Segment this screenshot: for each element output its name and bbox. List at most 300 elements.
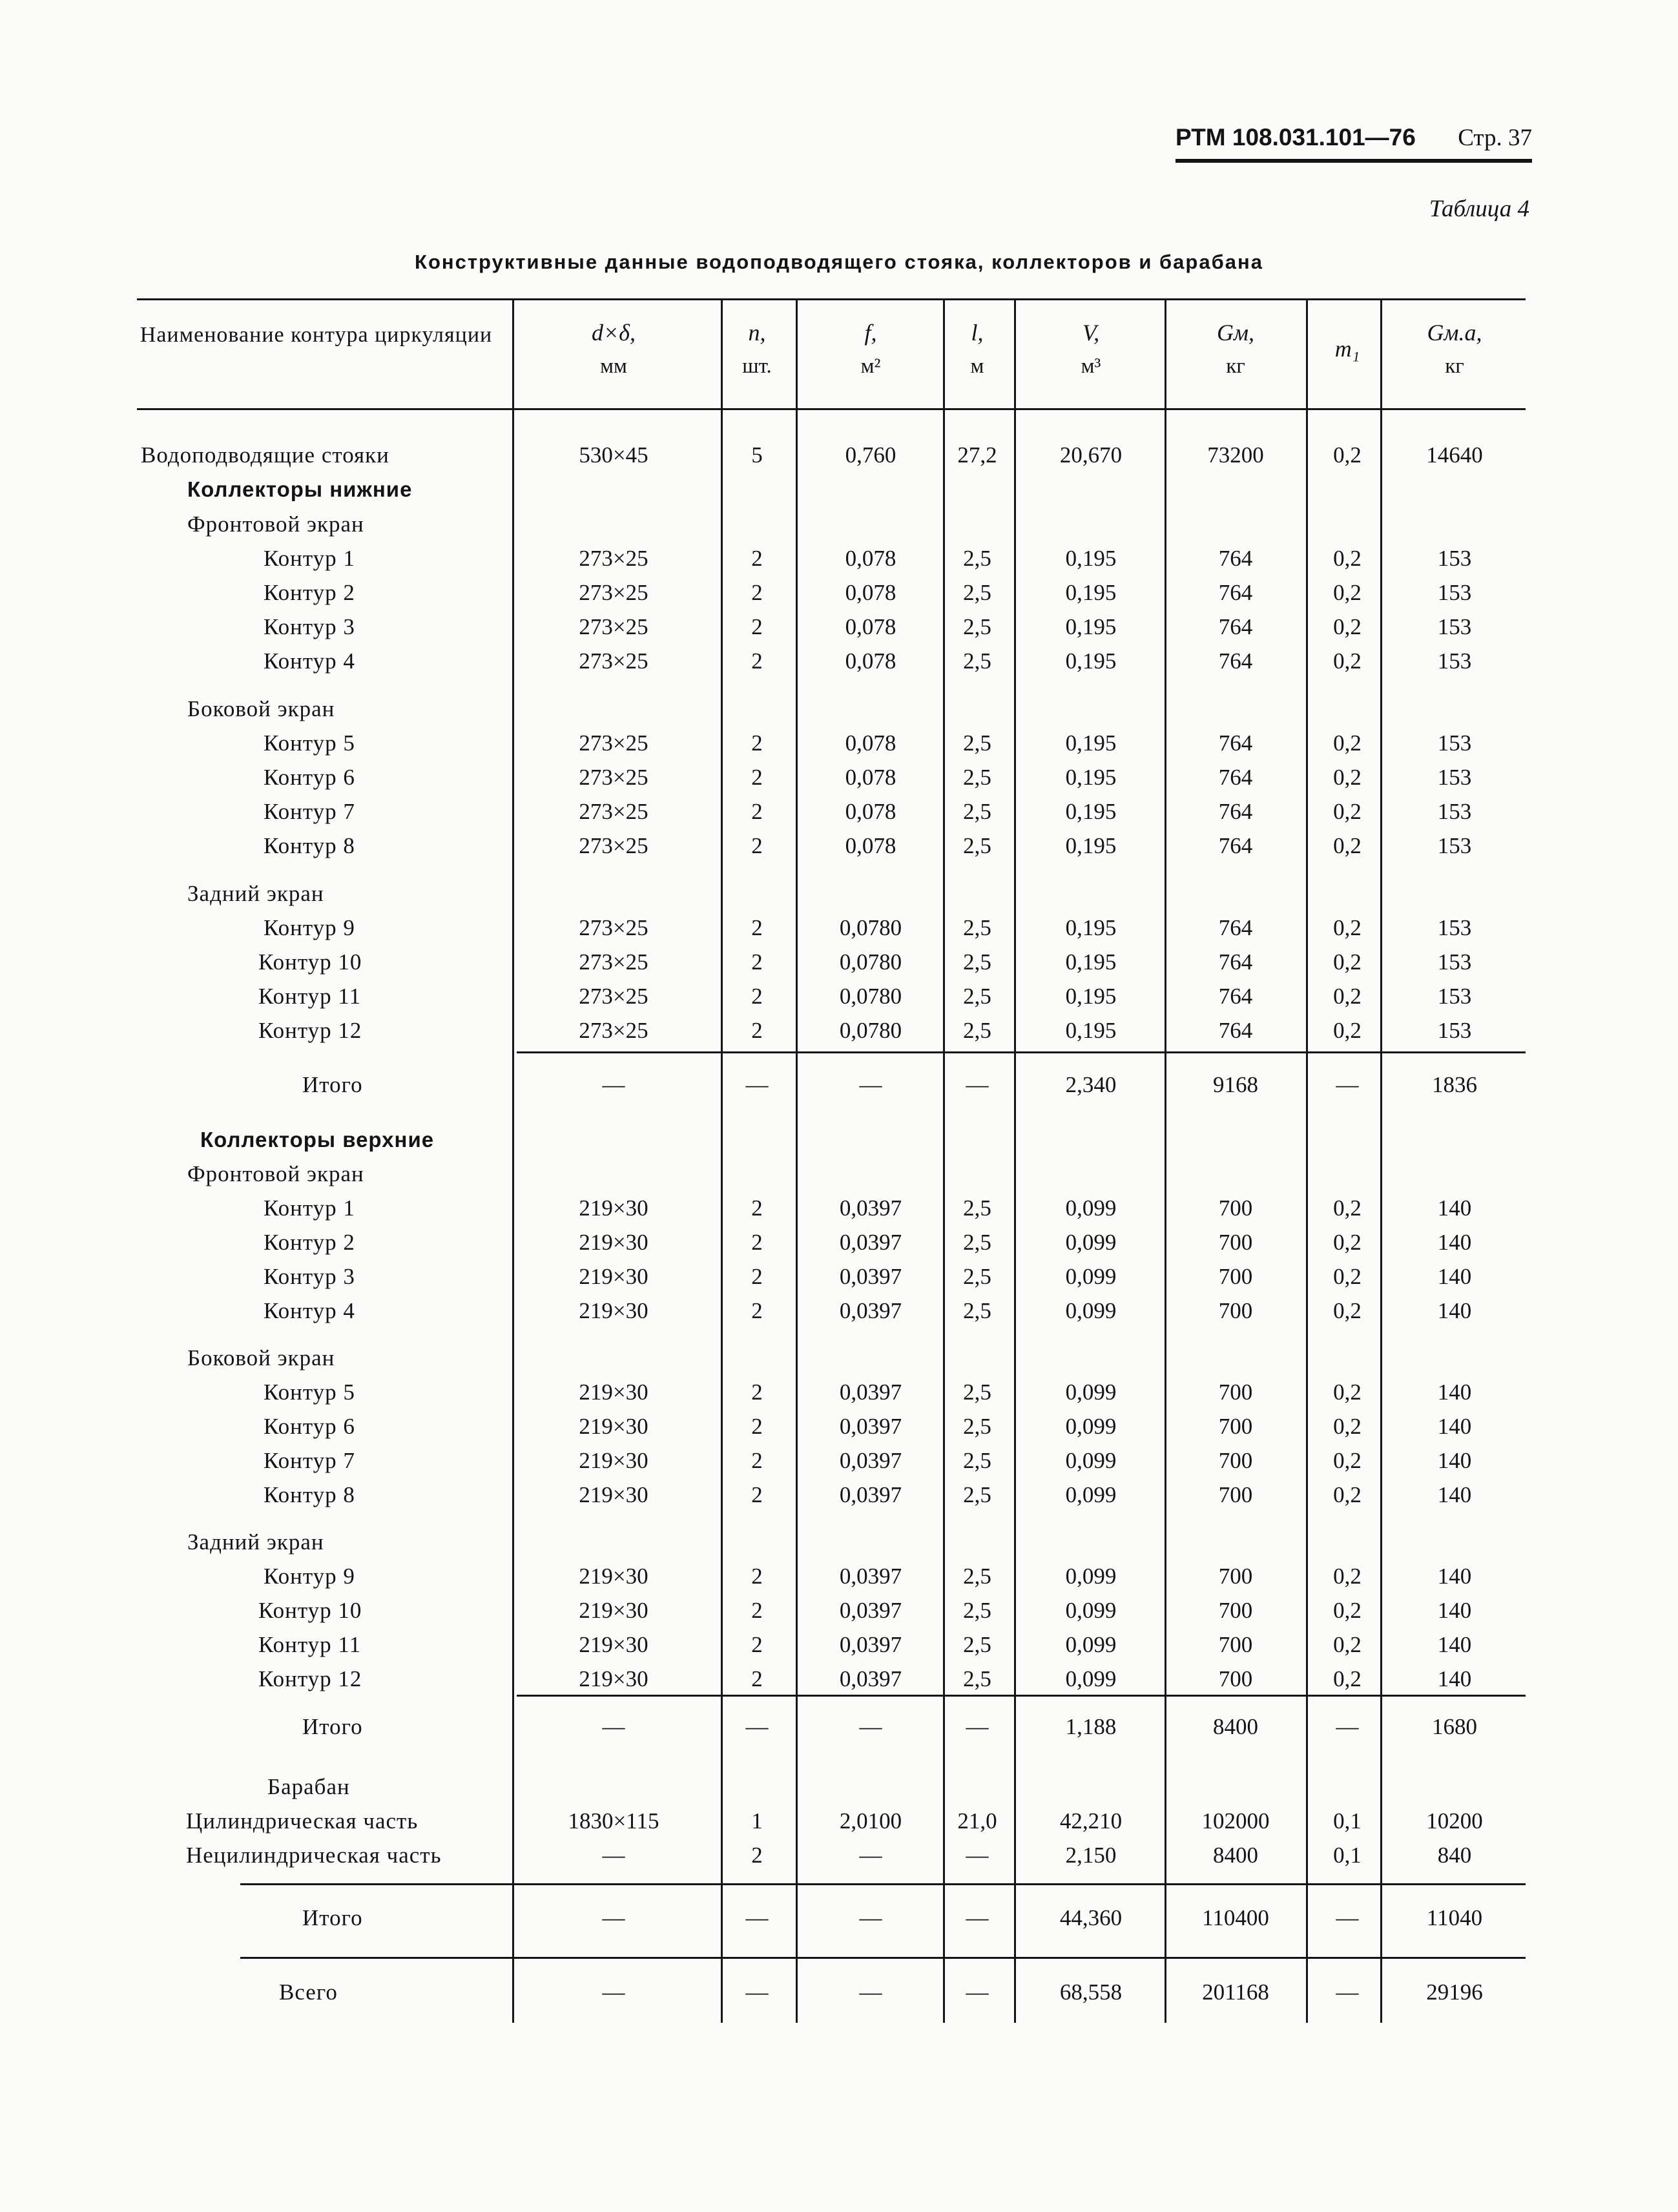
cell-d: 1830×115 xyxy=(568,1808,659,1834)
cell-d: 273×25 xyxy=(579,614,648,639)
cell-m1: 0,2 xyxy=(1333,1018,1362,1043)
row-name: Контур 2 xyxy=(264,1230,355,1255)
cell-m1: — xyxy=(1336,1072,1359,1097)
cell-gm: 764 xyxy=(1218,949,1253,975)
cell-m1: 0,2 xyxy=(1333,1264,1362,1289)
cell-d: 219×30 xyxy=(579,1482,648,1507)
cell-d: — xyxy=(602,1979,625,2005)
cell-gma: 153 xyxy=(1437,730,1472,756)
cell-n: 2 xyxy=(751,1264,763,1289)
cell-d: 273×25 xyxy=(579,580,648,605)
cell-gm: 700 xyxy=(1218,1448,1253,1473)
col-divider xyxy=(1306,298,1308,2023)
cell-v: 0,195 xyxy=(1065,648,1117,674)
cell-n: 2 xyxy=(751,1598,763,1623)
cell-d: 219×30 xyxy=(579,1666,648,1691)
cell-d: 219×30 xyxy=(579,1632,648,1657)
cell-n: 2 xyxy=(751,984,763,1009)
cell-l: 21,0 xyxy=(957,1808,997,1834)
cell-gm: 8400 xyxy=(1213,1843,1258,1868)
cell-v: 0,195 xyxy=(1065,614,1117,639)
cell-n: 2 xyxy=(751,799,763,824)
cell-d: 273×25 xyxy=(579,546,648,571)
cell-l: 2,5 xyxy=(963,1380,991,1405)
row-name: Фронтовой экран xyxy=(187,512,364,537)
cell-m1: 0,2 xyxy=(1333,648,1362,674)
cell-m1: 0,2 xyxy=(1333,1564,1362,1589)
cell-n: — xyxy=(745,1979,769,2005)
row-name: Контур 12 xyxy=(258,1666,362,1691)
cell-d: 273×25 xyxy=(579,730,648,756)
cell-l: 2,5 xyxy=(963,1018,991,1043)
cell-v: 0,195 xyxy=(1065,546,1117,571)
cell-f: 0,0397 xyxy=(839,1195,902,1221)
cell-v: 0,195 xyxy=(1065,799,1117,824)
cell-d: 273×25 xyxy=(579,949,648,975)
cell-n: 2 xyxy=(751,949,763,975)
col-header-f: f, м² xyxy=(860,320,881,378)
cell-l: 2,5 xyxy=(963,580,991,605)
cell-gm: 764 xyxy=(1218,915,1253,940)
row-name: Нецилиндрическая часть xyxy=(186,1843,442,1868)
subtotal-rule-1 xyxy=(517,1051,1526,1053)
cell-l: 2,5 xyxy=(963,1414,991,1439)
cell-f: — xyxy=(859,1843,882,1868)
row-name: Водоподводящие стояки xyxy=(141,442,389,468)
cell-l: 27,2 xyxy=(957,442,997,468)
cell-gm: 764 xyxy=(1218,984,1253,1009)
subtotal-rule-3 xyxy=(240,1883,1526,1885)
cell-v: 0,195 xyxy=(1065,765,1117,790)
cell-m1: 0,2 xyxy=(1333,580,1362,605)
header-bottom-rule xyxy=(137,408,1526,410)
cell-m1: 0,2 xyxy=(1333,1230,1362,1255)
table-label: Таблица 4 xyxy=(1429,196,1529,222)
row-name: Боковой экран xyxy=(187,1345,335,1370)
cell-gma: 140 xyxy=(1437,1414,1472,1439)
cell-n: 2 xyxy=(751,614,763,639)
cell-d: 219×30 xyxy=(579,1564,648,1589)
cell-f: 0,0397 xyxy=(839,1482,902,1507)
cell-gma: 153 xyxy=(1437,949,1472,975)
cell-f: 0,760 xyxy=(845,442,896,468)
cell-n: 2 xyxy=(751,1448,763,1473)
cell-f: 0,0397 xyxy=(839,1564,902,1589)
cell-gma: 153 xyxy=(1437,915,1472,940)
cell-f: 0,0397 xyxy=(839,1380,902,1405)
cell-d: — xyxy=(602,1905,625,1930)
cell-m1: 0,2 xyxy=(1333,765,1362,790)
cell-v: 0,195 xyxy=(1065,984,1117,1009)
cell-m1: 0,2 xyxy=(1333,799,1362,824)
cell-gma: 140 xyxy=(1437,1632,1472,1657)
cell-f: — xyxy=(859,1979,882,2005)
cell-d: 273×25 xyxy=(579,833,648,858)
cell-f: 0,078 xyxy=(845,614,896,639)
cell-f: 0,0397 xyxy=(839,1264,902,1289)
cell-f: 0,078 xyxy=(845,799,896,824)
row-name: Контур 6 xyxy=(264,1414,355,1439)
cell-n: 2 xyxy=(751,730,763,756)
cell-l: 2,5 xyxy=(963,1230,991,1255)
cell-m1: 0,2 xyxy=(1333,1598,1362,1623)
cell-m1: 0,2 xyxy=(1333,915,1362,940)
cell-v: 0,099 xyxy=(1065,1632,1117,1657)
cell-l: — xyxy=(966,1843,989,1868)
cell-n: 5 xyxy=(751,442,763,468)
row-name: Контур 11 xyxy=(258,984,362,1009)
row-name: Контур 7 xyxy=(264,1448,355,1473)
cell-gm: 700 xyxy=(1218,1264,1253,1289)
cell-n: 2 xyxy=(751,1482,763,1507)
cell-m1: 0,1 xyxy=(1333,1808,1362,1834)
cell-l: 2,5 xyxy=(963,1598,991,1623)
cell-f: 0,078 xyxy=(845,765,896,790)
cell-l: 2,5 xyxy=(963,1448,991,1473)
cell-d: 219×30 xyxy=(579,1414,648,1439)
row-name: Коллекторы нижние xyxy=(187,477,413,501)
col-header-m1: m₁ xyxy=(1334,336,1360,362)
row-name: Итого xyxy=(302,1905,363,1930)
cell-d: 219×30 xyxy=(579,1448,648,1473)
row-name: Итого xyxy=(302,1072,363,1097)
cell-gma: 14640 xyxy=(1426,442,1483,468)
cell-d: 273×25 xyxy=(579,984,648,1009)
row-name: Контур 8 xyxy=(264,833,355,858)
row-name: Барабан xyxy=(267,1774,350,1799)
cell-n: — xyxy=(745,1714,769,1739)
cell-n: 2 xyxy=(751,1380,763,1405)
cell-d: 273×25 xyxy=(579,799,648,824)
row-name: Контур 5 xyxy=(264,730,355,756)
cell-l: 2,5 xyxy=(963,1632,991,1657)
cell-n: 2 xyxy=(751,580,763,605)
cell-f: 0,078 xyxy=(845,648,896,674)
col-divider xyxy=(721,298,723,2023)
cell-d: 219×30 xyxy=(579,1380,648,1405)
cell-gm: 764 xyxy=(1218,765,1253,790)
cell-f: 0,0397 xyxy=(839,1414,902,1439)
cell-m1: 0,2 xyxy=(1333,1414,1362,1439)
cell-d: 273×25 xyxy=(579,1018,648,1043)
cell-gma: 153 xyxy=(1437,614,1472,639)
cell-v: 0,195 xyxy=(1065,730,1117,756)
cell-v: 0,195 xyxy=(1065,915,1117,940)
cell-f: 0,0397 xyxy=(839,1298,902,1323)
cell-n: 2 xyxy=(751,1666,763,1691)
cell-n: 2 xyxy=(751,546,763,571)
cell-f: 0,078 xyxy=(845,580,896,605)
row-name: Контур 4 xyxy=(264,648,355,674)
row-name: Задний экран xyxy=(187,881,324,906)
cell-l: 2,5 xyxy=(963,833,991,858)
cell-gm: 764 xyxy=(1218,730,1253,756)
cell-d: 219×30 xyxy=(579,1298,648,1323)
cell-n: 2 xyxy=(751,765,763,790)
cell-l: — xyxy=(966,1072,989,1097)
cell-m1: 0,2 xyxy=(1333,1482,1362,1507)
cell-m1: — xyxy=(1336,1979,1359,2005)
cell-n: 2 xyxy=(751,648,763,674)
col-divider xyxy=(1014,298,1016,2023)
cell-m1: — xyxy=(1336,1714,1359,1739)
cell-gma: 140 xyxy=(1437,1380,1472,1405)
cell-gm: 110400 xyxy=(1202,1905,1269,1930)
cell-f: 0,0780 xyxy=(839,915,902,940)
cell-gma: 140 xyxy=(1437,1598,1472,1623)
row-name: Контур 12 xyxy=(258,1018,362,1043)
cell-gm: 700 xyxy=(1218,1666,1253,1691)
cell-m1: 0,2 xyxy=(1333,984,1362,1009)
col-header-d: d×δ, мм xyxy=(591,320,636,378)
col-header-gm: Gм, кг xyxy=(1217,320,1254,378)
cell-gma: 11040 xyxy=(1426,1905,1483,1930)
col-header-n: n, шт. xyxy=(742,320,772,378)
row-name: Контур 2 xyxy=(264,580,355,605)
cell-gm: 700 xyxy=(1218,1380,1253,1405)
cell-d: 219×30 xyxy=(579,1230,648,1255)
row-name: Контур 9 xyxy=(264,1564,355,1589)
cell-gm: 102000 xyxy=(1201,1808,1270,1834)
cell-gma: 153 xyxy=(1437,799,1472,824)
cell-f: 0,078 xyxy=(845,546,896,571)
cell-gma: 1680 xyxy=(1432,1714,1477,1739)
cell-n: 2 xyxy=(751,1298,763,1323)
cell-v: 0,195 xyxy=(1065,833,1117,858)
cell-n: — xyxy=(745,1905,769,1930)
cell-gm: 700 xyxy=(1218,1632,1253,1657)
cell-gma: 140 xyxy=(1437,1666,1472,1691)
row-name: Коллекторы верхние xyxy=(200,1128,435,1152)
cell-f: 0,0397 xyxy=(839,1666,902,1691)
col-divider xyxy=(512,298,514,2023)
cell-v: 0,195 xyxy=(1065,949,1117,975)
cell-l: 2,5 xyxy=(963,1564,991,1589)
cell-v: 0,195 xyxy=(1065,1018,1117,1043)
cell-d: 219×30 xyxy=(579,1598,648,1623)
cell-v: 0,099 xyxy=(1065,1564,1117,1589)
cell-v: 0,099 xyxy=(1065,1380,1117,1405)
cell-v: 20,670 xyxy=(1059,442,1123,468)
cell-m1: 0,2 xyxy=(1333,1195,1362,1221)
cell-l: 2,5 xyxy=(963,730,991,756)
cell-v: 0,099 xyxy=(1065,1230,1117,1255)
cell-gm: 201168 xyxy=(1202,1979,1269,2005)
subtotal-rule-2 xyxy=(517,1695,1526,1697)
cell-gma: 140 xyxy=(1437,1264,1472,1289)
cell-gm: 764 xyxy=(1218,1018,1253,1043)
cell-m1: 0,2 xyxy=(1333,1448,1362,1473)
cell-m1: 0,2 xyxy=(1333,730,1362,756)
cell-gm: 700 xyxy=(1218,1482,1253,1507)
table-top-rule xyxy=(137,298,1526,300)
cell-m1: 0,2 xyxy=(1333,1666,1362,1691)
cell-l: 2,5 xyxy=(963,765,991,790)
cell-gm: 764 xyxy=(1218,580,1253,605)
cell-gma: 153 xyxy=(1437,648,1472,674)
cell-gma: 10200 xyxy=(1426,1808,1483,1834)
cell-l: 2,5 xyxy=(963,1195,991,1221)
row-name: Цилиндрическая часть xyxy=(186,1808,419,1834)
cell-l: — xyxy=(966,1979,989,2005)
cell-gm: 764 xyxy=(1218,546,1253,571)
cell-gm: 9168 xyxy=(1213,1072,1258,1097)
cell-m1: 0,1 xyxy=(1333,1843,1362,1868)
cell-d: — xyxy=(602,1843,625,1868)
cell-gma: 153 xyxy=(1437,984,1472,1009)
cell-v: 1,188 xyxy=(1065,1714,1117,1739)
col-divider xyxy=(1165,298,1166,2023)
page-number: Стр. 37 xyxy=(1458,125,1532,151)
cell-n: 2 xyxy=(751,1195,763,1221)
row-name: Итого xyxy=(302,1714,363,1739)
row-name: Контур 4 xyxy=(264,1298,355,1323)
cell-m1: 0,2 xyxy=(1333,1380,1362,1405)
cell-gma: 29196 xyxy=(1426,1979,1483,2005)
col-divider xyxy=(1380,298,1382,2023)
cell-d: 273×25 xyxy=(579,915,648,940)
cell-n: 2 xyxy=(751,1632,763,1657)
cell-f: 0,0397 xyxy=(839,1598,902,1623)
cell-v: 0,099 xyxy=(1065,1448,1117,1473)
cell-d: 273×25 xyxy=(579,765,648,790)
cell-gm: 764 xyxy=(1218,799,1253,824)
cell-f: 0,0780 xyxy=(839,1018,902,1043)
cell-gm: 764 xyxy=(1218,648,1253,674)
cell-gm: 73200 xyxy=(1207,442,1264,468)
cell-gm: 700 xyxy=(1218,1230,1253,1255)
row-name: Контур 6 xyxy=(264,765,355,790)
cell-gma: 140 xyxy=(1437,1298,1472,1323)
cell-m1: 0,2 xyxy=(1333,949,1362,975)
cell-gm: 764 xyxy=(1218,614,1253,639)
cell-v: 0,099 xyxy=(1065,1482,1117,1507)
cell-v: 2,150 xyxy=(1065,1843,1117,1868)
cell-f: 2,0100 xyxy=(839,1808,902,1834)
cell-d: — xyxy=(602,1072,625,1097)
col-header-l: l, м xyxy=(970,320,984,378)
table-title: Конструктивные данные водоподводящего стояка, коллекторов и барабана xyxy=(415,251,1263,273)
cell-f: 0,078 xyxy=(845,730,896,756)
cell-d: 219×30 xyxy=(579,1264,648,1289)
col-divider xyxy=(796,298,798,2023)
row-name: Контур 10 xyxy=(258,949,362,975)
cell-gma: 153 xyxy=(1437,580,1472,605)
row-name: Контур 11 xyxy=(258,1632,362,1657)
cell-n: 2 xyxy=(751,915,763,940)
cell-n: 2 xyxy=(751,1843,763,1868)
cell-l: 2,5 xyxy=(963,949,991,975)
cell-m1: 0,2 xyxy=(1333,546,1362,571)
col-divider xyxy=(943,298,945,2023)
cell-l: 2,5 xyxy=(963,1482,991,1507)
cell-l: — xyxy=(966,1905,989,1930)
cell-gma: 140 xyxy=(1437,1230,1472,1255)
cell-v: 2,340 xyxy=(1065,1072,1117,1097)
cell-v: 0,099 xyxy=(1065,1666,1117,1691)
cell-gm: 700 xyxy=(1218,1195,1253,1221)
cell-gma: 153 xyxy=(1437,1018,1472,1043)
cell-gm: 700 xyxy=(1218,1414,1253,1439)
cell-d: 219×30 xyxy=(579,1195,648,1221)
cell-f: 0,0397 xyxy=(839,1230,902,1255)
col-header-name: Наименование контура циркуляции xyxy=(140,323,493,347)
cell-gma: 140 xyxy=(1437,1448,1472,1473)
cell-f: 0,078 xyxy=(845,833,896,858)
cell-n: 2 xyxy=(751,833,763,858)
cell-gma: 840 xyxy=(1437,1843,1472,1868)
cell-gm: 700 xyxy=(1218,1598,1253,1623)
cell-v: 68,558 xyxy=(1059,1979,1123,2005)
cell-m1: 0,2 xyxy=(1333,1632,1362,1657)
cell-v: 0,099 xyxy=(1065,1264,1117,1289)
cell-l: 2,5 xyxy=(963,648,991,674)
row-name: Контур 10 xyxy=(258,1598,362,1623)
col-header-v: V, м³ xyxy=(1081,320,1101,378)
cell-gm: 700 xyxy=(1218,1298,1253,1323)
row-name: Задний экран xyxy=(187,1529,324,1555)
cell-f: — xyxy=(859,1072,882,1097)
cell-n: 2 xyxy=(751,1230,763,1255)
row-name: Контур 1 xyxy=(264,1195,355,1221)
cell-v: 0,099 xyxy=(1065,1298,1117,1323)
cell-gma: 153 xyxy=(1437,833,1472,858)
row-name: Контур 8 xyxy=(264,1482,355,1507)
cell-v: 0,099 xyxy=(1065,1195,1117,1221)
cell-gm: 700 xyxy=(1218,1564,1253,1589)
cell-gm: 764 xyxy=(1218,833,1253,858)
cell-v: 0,195 xyxy=(1065,580,1117,605)
cell-v: 0,099 xyxy=(1065,1414,1117,1439)
row-name: Контур 3 xyxy=(264,614,355,639)
cell-m1: 0,2 xyxy=(1333,442,1362,468)
row-name: Контур 7 xyxy=(264,799,355,824)
cell-l: 2,5 xyxy=(963,614,991,639)
cell-f: — xyxy=(859,1905,882,1930)
cell-f: 0,0780 xyxy=(839,949,902,975)
cell-v: 42,210 xyxy=(1059,1808,1123,1834)
col-header-gma: Gм.а, кг xyxy=(1427,320,1482,378)
cell-n: — xyxy=(745,1072,769,1097)
cell-m1: 0,2 xyxy=(1333,833,1362,858)
row-name: Контур 3 xyxy=(264,1264,355,1289)
cell-l: 2,5 xyxy=(963,1264,991,1289)
cell-gma: 1836 xyxy=(1432,1072,1477,1097)
cell-gma: 140 xyxy=(1437,1564,1472,1589)
cell-n: 1 xyxy=(751,1808,763,1834)
total-rule xyxy=(240,1957,1526,1959)
cell-gma: 140 xyxy=(1437,1195,1472,1221)
cell-d: — xyxy=(602,1714,625,1739)
cell-m1: 0,2 xyxy=(1333,1298,1362,1323)
cell-n: 2 xyxy=(751,1414,763,1439)
cell-n: 2 xyxy=(751,1018,763,1043)
cell-l: 2,5 xyxy=(963,984,991,1009)
cell-gma: 153 xyxy=(1437,765,1472,790)
row-name: Контур 9 xyxy=(264,915,355,940)
cell-d: 273×25 xyxy=(579,648,648,674)
row-name: Контур 5 xyxy=(264,1380,355,1405)
cell-m1: 0,2 xyxy=(1333,614,1362,639)
cell-gma: 153 xyxy=(1437,546,1472,571)
cell-l: 2,5 xyxy=(963,546,991,571)
row-name: Боковой экран xyxy=(187,696,335,721)
cell-l: — xyxy=(966,1714,989,1739)
cell-m1: — xyxy=(1336,1905,1359,1930)
row-name: Всего xyxy=(279,1979,338,2005)
cell-gma: 140 xyxy=(1437,1482,1472,1507)
row-name: Контур 1 xyxy=(264,546,355,571)
